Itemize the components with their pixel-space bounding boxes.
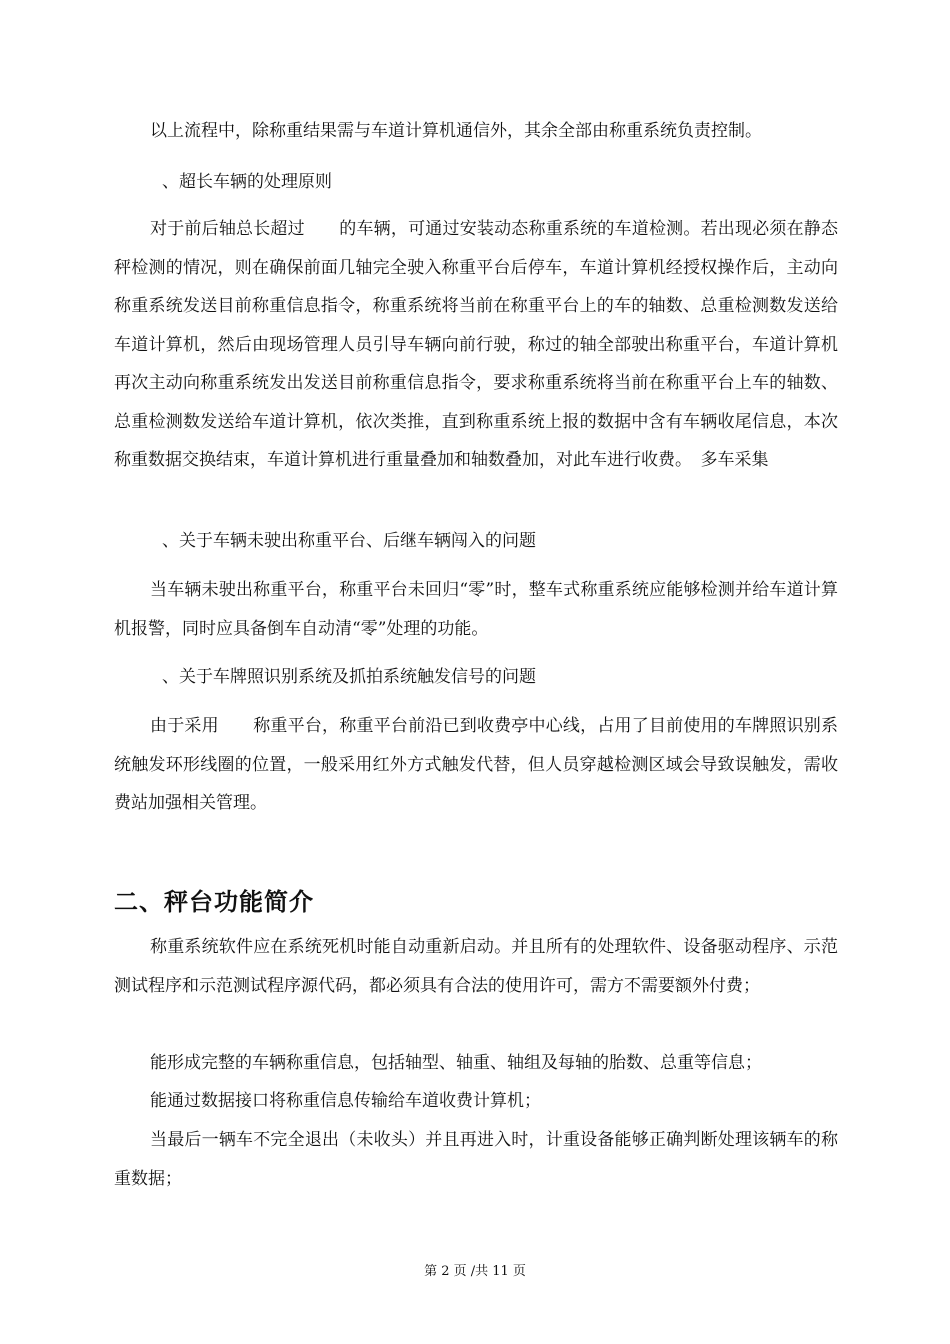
paragraph-reentry-handling: 当最后一辆车不完全退出（未收头）并且再进入时，计重设备能够正确判断处理该辆车的称重数据； — [114, 1130, 838, 1189]
paragraph-data-interface: 能通过数据接口将称重信息传输给车道收费计算机； — [150, 1091, 541, 1111]
paragraph-vehicle-not-exited: 当车辆未驶出称重平台，称重平台未回归“零”时，整车式称重系统应能够检测并给车道计算机报警，同时应具备倒车自动清“零”处理的功能。 — [114, 580, 838, 639]
subheading-plate-recognition: 、关于车牌照识别系统及抓拍系统触发信号的问题 — [162, 667, 536, 687]
page-footer: 第 2 页 /共 11 页 — [424, 1264, 526, 1279]
subheading-overlong-vehicles: 、超长车辆的处理原则 — [162, 172, 332, 192]
paragraph-overlong-vehicles: 对于前后轴总长超过 的车辆，可通过安装动态称重系统的车道检测。若出现必须在静态秤检测的情况，则在确保前面几轴完全驶入称重平台后停车，车道计算机经授权操作后，主动向称重系统发送目前称重信息指令，称重系统将当前在称重平台上的车的轴数、总重检测数发送给车道计算机，然后由现场管理人员引导车辆向前行驶，称过的轴全部驶出称重平台，车道计算机再次主动向称重系统发出发送目前称重信息指令，要求称重系统将当前在称重平台上车的轴数、总重检测数发送给车道计算机，依次类推，直到称重系统上报的数据中含有车辆收尾信息，本次称重数据交换结束，车道计算机进行重量叠加和轴数叠加，对此车进行收费。 多车采集 — [114, 219, 838, 470]
paragraph-flow-summary: 以上流程中，除称重结果需与车道计算机通信外，其余全部由称重系统负责控制。 — [150, 121, 762, 141]
subheading-vehicle-not-exited: 、关于车辆未驶出称重平台、后继车辆闯入的问题 — [162, 531, 536, 551]
paragraph-plate-recognition: 由于采用 称重平台，称重平台前沿已到收费亭中心线，占用了目前使用的车牌照识别系统触发环形线圈的位置，一般采用红外方式触发代替，但人员穿越检测区域会导致误触发，需收费站加强相关管理。 — [114, 716, 838, 813]
section-heading-platform-functions: 二、秤台功能简介 — [114, 888, 314, 916]
paragraph-weighing-info: 能形成完整的车辆称重信息，包括轴型、轴重、轴组及每轴的胎数、总重等信息； — [150, 1053, 762, 1073]
paragraph-software-restart: 称重系统软件应在系统死机时能自动重新启动。并且所有的处理软件、设备驱动程序、示范测试程序和示范测试程序源代码，都必须具有合法的使用许可，需方不需要额外付费； — [114, 937, 838, 996]
